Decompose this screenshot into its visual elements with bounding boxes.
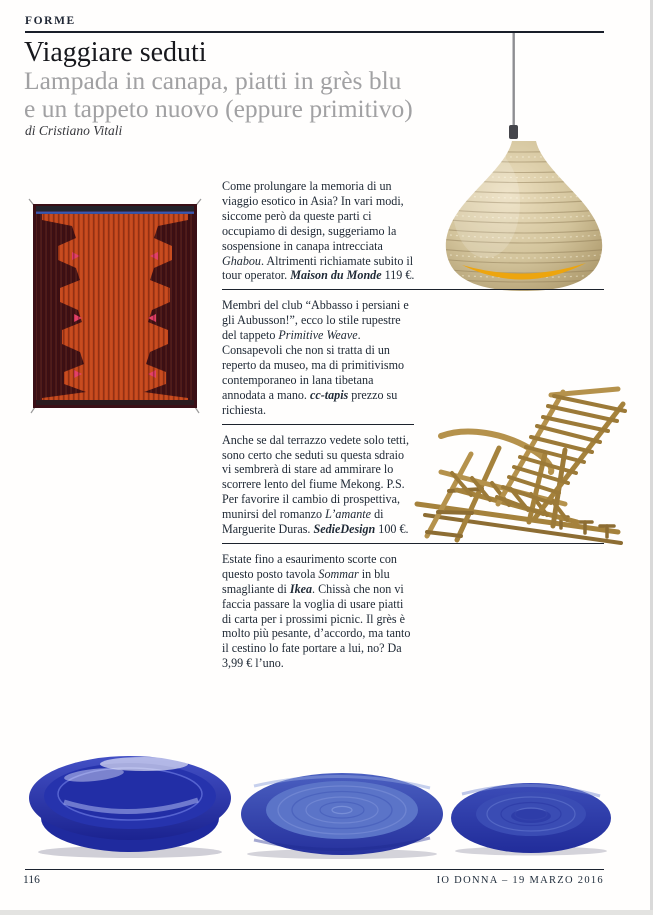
article-block-rug: Membri del club “Abbasso i persiani e gli Aubusson!”, ecco lo stile rupestre del tappeto Primitive Weave. Consapevoli che non si tratta di un reperto da museo, ma di primitivismo contemporaneo in lana tibetana annodata a mano. cc-tapis prezzo su richiesta. <box>222 298 409 417</box>
hemp-pendant-lamp-image <box>428 33 630 295</box>
rug-top-band <box>36 206 194 211</box>
dinner-plate <box>241 773 443 859</box>
rug-bottom-band <box>36 400 194 405</box>
rug-texture <box>36 214 194 400</box>
issue-date: IO DONNA – 19 MARZO 2016 <box>436 875 604 886</box>
lamp-cord <box>513 33 515 133</box>
deep-plate <box>29 756 231 858</box>
article-block-plates: Estate fino a esaurimento scorte con questo posto tavola Sommar in blu smagliante di Ikea. Chissà che non vi faccia passare la voglia di usare piatti di carta per i prossimi picnic. Il grès è molto più pesante, d’accordo, ma tanto il cestino lo fate portare a lui, no? Da 3,99 € l’uno. <box>222 551 411 671</box>
page-title: Viaggiare seduti <box>24 37 207 68</box>
subtitle-line-2: e un tappeto nuovo (eppure primitivo) <box>24 93 413 123</box>
article-block-chair: Anche se dal terrazzo vedete solo tetti, sono certo che seduti su questa sdraio vi sembrerà di stare ad ammirare lo scorrere lento del fiume Mekong. P.S. Per favorire il cambio di prospettiva, munirsi del romanzo L’amante di Marguerite Duras. SedieDesign 100 €. <box>222 432 410 537</box>
separator-rule <box>222 289 604 290</box>
page-number: 116 <box>23 874 40 886</box>
article-column <box>222 179 415 671</box>
byline: di Cristiano Vitali <box>25 123 123 138</box>
page-subtitle <box>24 67 413 122</box>
rug-blue-stripe <box>36 212 194 214</box>
article-block-lamp: Come prolungare la memoria di un viaggio esotico in Asia? In vari modi, siccome però da queste parti ci occupiamo di design, suggeriamo la sospensione in canapa intrecciata Ghabou. Altrimenti richiamate subito il tour operator. Maison du Monde 119 €. <box>222 179 415 283</box>
subtitle-line-1: Lampada in canapa, piatti in grès blu <box>24 66 402 95</box>
side-plate <box>451 783 611 856</box>
blue-plates-image <box>22 748 630 863</box>
separator-rule <box>222 424 414 425</box>
primitive-weave-rug-image <box>28 194 202 418</box>
page-edge-bottom <box>0 910 653 915</box>
section-kicker: FORME <box>25 15 76 27</box>
lamp-cord-socket <box>509 125 518 139</box>
footer-rule <box>25 869 604 870</box>
bamboo-deck-chair-image <box>413 386 643 558</box>
